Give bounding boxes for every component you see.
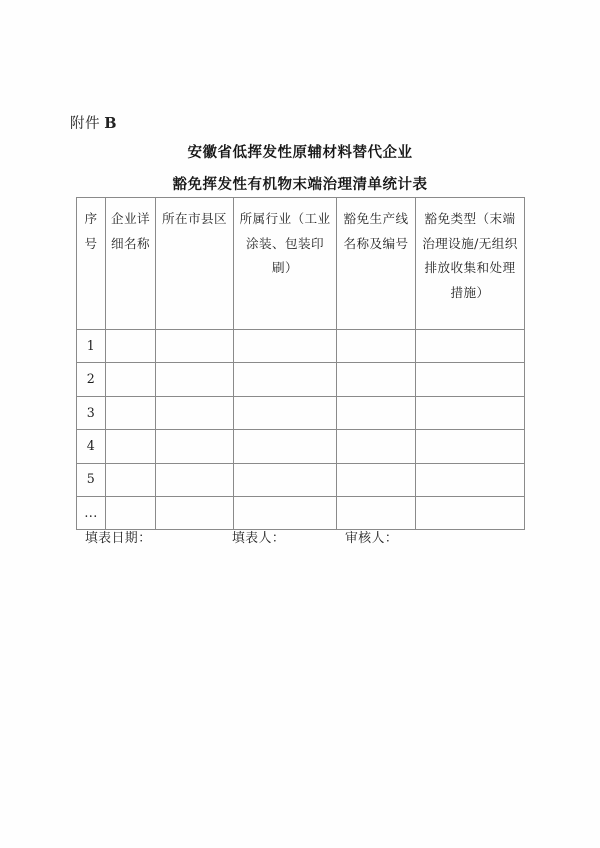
table-row [77, 363, 525, 396]
table-cell-line[interactable] [337, 496, 416, 529]
column-header-seq: 序号 [77, 198, 106, 330]
table-header-row [77, 198, 525, 330]
table-row [77, 496, 525, 529]
table-cell-line[interactable] [337, 330, 416, 363]
document-title-line-2: 豁免挥发性有机物末端治理清单统计表 [172, 176, 428, 193]
table-cell-type[interactable] [416, 396, 525, 429]
table-cell-region[interactable] [156, 363, 234, 396]
table-cell-region[interactable] [156, 330, 234, 363]
table-cell-line[interactable] [337, 363, 416, 396]
table-cell-type[interactable] [416, 463, 525, 496]
table-cell-name[interactable] [106, 463, 156, 496]
table-cell-seq: 1 [77, 330, 106, 363]
table-cell-name[interactable] [106, 330, 156, 363]
table-cell-seq: 3 [77, 396, 106, 429]
column-header-type: 豁免类型（末端治理设施/无组织排放收集和处理措施） [416, 198, 525, 330]
column-header-region: 所在市县区 [156, 198, 234, 330]
table-cell-industry[interactable] [234, 430, 337, 463]
table-row [77, 430, 525, 463]
table-cell-seq: 4 [77, 430, 106, 463]
document-title-line-1: 安徽省低挥发性原辅材料替代企业 [187, 144, 413, 161]
table-cell-name[interactable] [106, 496, 156, 529]
column-header-name: 企业详细名称 [106, 198, 156, 330]
table-cell-seq: ... [77, 496, 106, 529]
table-cell-name[interactable] [106, 363, 156, 396]
table-cell-type[interactable] [416, 363, 525, 396]
exemption-inventory-table [76, 197, 525, 530]
table-cell-line[interactable] [337, 463, 416, 496]
table-cell-line[interactable] [337, 430, 416, 463]
column-header-line: 豁免生产线名称及编号 [337, 198, 416, 330]
attachment-label [70, 112, 117, 133]
table-cell-region[interactable] [156, 430, 234, 463]
table-cell-line[interactable] [337, 396, 416, 429]
table-cell-region[interactable] [156, 463, 234, 496]
table-cell-seq: 2 [77, 363, 106, 396]
table-cell-type[interactable] [416, 496, 525, 529]
table-cell-type[interactable] [416, 330, 525, 363]
column-header-industry: 所属行业（工业涂装、包装印刷） [234, 198, 337, 330]
filler-label: 填表人： [232, 531, 286, 546]
attachment-letter: B [104, 115, 118, 132]
table-cell-name[interactable] [106, 396, 156, 429]
table-cell-industry[interactable] [234, 463, 337, 496]
table-cell-name[interactable] [106, 430, 156, 463]
table-cell-region[interactable] [156, 496, 234, 529]
table-cell-industry[interactable] [234, 396, 337, 429]
attachment-label-text: 附件 [70, 116, 101, 132]
table-row [77, 396, 525, 429]
fill-date-label: 填表日期： [85, 531, 152, 546]
table-cell-industry[interactable] [234, 330, 337, 363]
table-cell-seq: 5 [77, 463, 106, 496]
table-row [77, 330, 525, 363]
table-cell-industry[interactable] [234, 496, 337, 529]
table-cell-region[interactable] [156, 396, 234, 429]
table-cell-type[interactable] [416, 430, 525, 463]
reviewer-label: 审核人： [345, 531, 399, 546]
footer-fields [76, 527, 524, 547]
table-cell-industry[interactable] [234, 363, 337, 396]
table-row [77, 463, 525, 496]
